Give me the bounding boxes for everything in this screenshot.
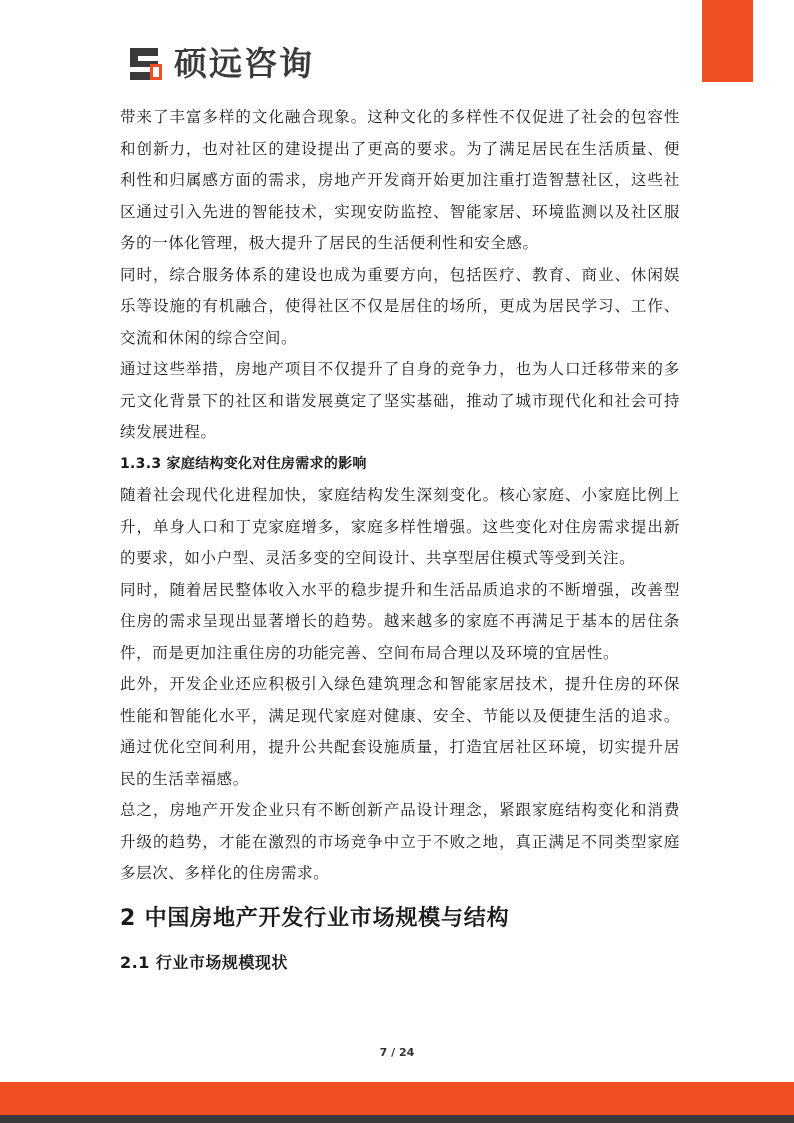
section-heading-1-3-3: 1.3.3 家庭结构变化对住房需求的影响 — [120, 455, 367, 472]
chapter-heading-2: 2 中国房地产开发行业市场规模与结构 — [120, 905, 510, 931]
paragraph-6: 此外，开发企业还应积极引入绿色建筑理念和智能家居技术，提升住房的环保性能和智能化水平，满足现代家庭对健康、安全、节能以及便捷生活的追求。通过优化空间利用，提升公共配套设施质量，打造宜居社区环境，切实提升居民的生活幸福感。 — [120, 675, 680, 788]
footer-accent-bar — [0, 1082, 794, 1115]
brand-logo — [126, 44, 314, 84]
body-content — [120, 102, 680, 978]
footer-dark-bar — [0, 1115, 794, 1123]
paragraph-4: 随着社会现代化进程加快，家庭结构发生深刻变化。核心家庭、小家庭比例上升，单身人口和丁克家庭增多，家庭多样性增强。这些变化对住房需求提出新的要求，如小户型、灵活多变的空间设计、共享型居住模式等受到关注。 — [120, 486, 680, 567]
paragraph-2: 同时，综合服务体系的建设也成为重要方向，包括医疗、教育、商业、休闲娱乐等设施的有机融合，使得社区不仅是居住的场所，更成为居民学习、工作、交流和休闲的综合空间。 — [120, 265, 680, 347]
brand-s-mark-icon — [126, 44, 166, 84]
page-number: 7 / 24 — [379, 1046, 415, 1059]
brand-name: 硕远咨询 — [174, 44, 314, 83]
header-accent-block — [702, 0, 753, 82]
section-heading-2-1: 2.1 行业市场规模现状 — [120, 952, 288, 972]
paragraph-3: 通过这些举措，房地产项目不仅提升了自身的竞争力，也为人口迁移带来的多元文化背景下的社区和谐发展奠定了坚实基础，推动了城市现代化和社会可持续发展进程。 — [120, 360, 680, 441]
paragraph-1: 带来了丰富多样的文化融合现象。这种文化的多样性不仅促进了社会的包容性和创新力，也对社区的建设提出了更高的要求。为了满足居民在生活质量、便利性和归属感方面的需求，房地产开发商开始更加注重打造智慧社区，这些社区通过引入先进的智能技术，实现安防监控、智能家居、环境监测以及社区服务的一体化管理，极大提升了居民的生活便利性和安全感。 — [120, 108, 680, 252]
paragraph-5: 同时，随着居民整体收入水平的稳步提升和生活品质追求的不断增强，改善型住房的需求呈现出显著增长的趋势。越来越多的家庭不再满足于基本的居住条件，而是更加注重住房的功能完善、空间布局合理以及环境的宜居性。 — [120, 580, 680, 662]
paragraph-7: 总之，房地产开发企业只有不断创新产品设计理念，紧跟家庭结构变化和消费升级的趋势，才能在激烈的市场竞争中立于不败之地，真正满足不同类型家庭多层次、多样化的住房需求。 — [120, 801, 680, 882]
